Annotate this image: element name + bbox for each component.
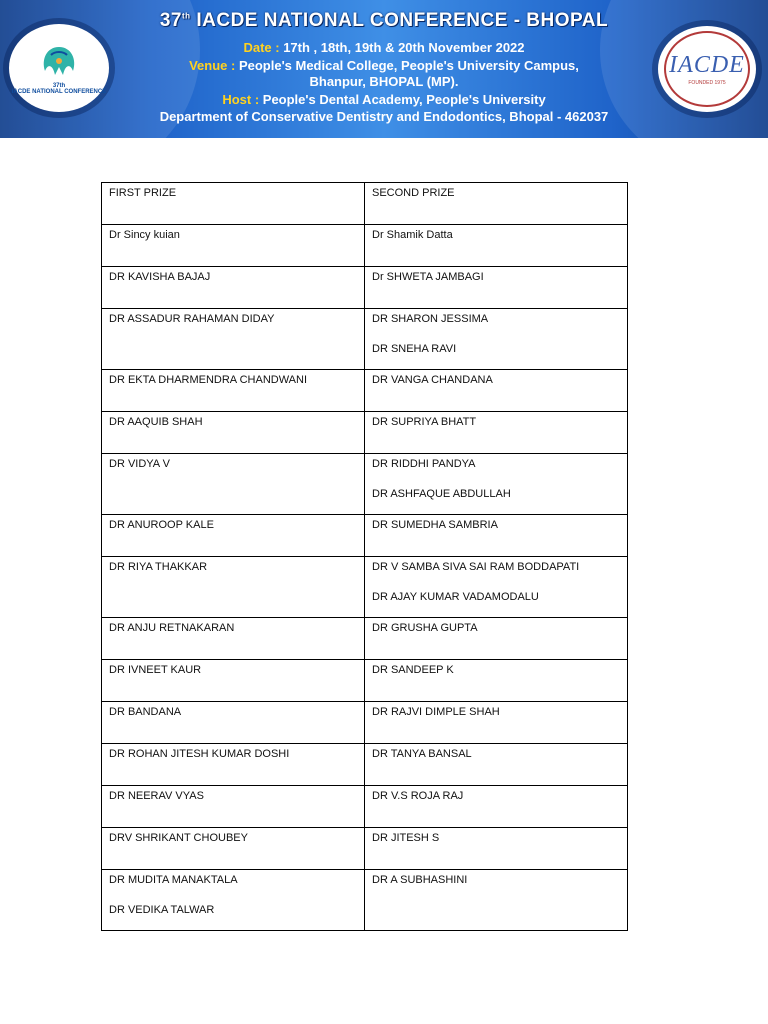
winner-name: DRV SHRIKANT CHOUBEY	[109, 832, 248, 844]
conference-banner	[0, 0, 768, 138]
iacde-logo-text: IACDE	[669, 52, 745, 78]
second-prize-cell	[365, 515, 628, 557]
second-prize-cell	[365, 309, 628, 370]
second-prize-cell	[365, 412, 628, 454]
winner-name: DR IVNEET KAUR	[109, 664, 202, 676]
table-row	[102, 412, 628, 454]
winner-name: DR ANJU RETNAKARAN	[109, 622, 235, 634]
winner-name: DR KAVISHA BAJAJ	[109, 271, 211, 283]
first-prize-cell	[102, 744, 365, 786]
table-row	[102, 454, 628, 515]
winner-name: DR ROHAN JITESH KUMAR DOSHI	[109, 748, 290, 760]
logo-caption-name: IACDE NATIONAL CONFERENCE	[11, 89, 107, 95]
winner-name: DR MUDITA MANAKTALA	[109, 874, 238, 886]
prize-winners-table	[101, 182, 628, 931]
table-row	[102, 744, 628, 786]
winner-name: DR EKTA DHARMENDRA CHANDWANI	[109, 374, 308, 386]
second-prize-cell	[365, 870, 628, 931]
winner-name: DR SNEHA RAVI	[372, 343, 457, 355]
table-row	[102, 786, 628, 828]
iacde-logo	[658, 26, 756, 112]
tooth-logo-icon	[37, 41, 81, 81]
second-prize-cell	[365, 267, 628, 309]
winner-name: DR RAJVI DIMPLE SHAH	[372, 706, 500, 718]
first-prize-cell	[102, 828, 365, 870]
second-prize-cell	[365, 618, 628, 660]
winner-name: DR SANDEEP K	[372, 664, 454, 676]
table-row	[102, 370, 628, 412]
first-prize-cell	[102, 870, 365, 931]
table-header-row	[102, 183, 628, 225]
conference-department: Department of Conservative Dentistry and Endodontics, Bhopal - 462037	[159, 109, 609, 124]
second-prize-cell	[365, 828, 628, 870]
winner-name: DR AJAY KUMAR VADAMODALU	[372, 591, 539, 603]
first-prize-cell	[102, 618, 365, 660]
winner-name: Dr SHWETA JAMBAGI	[372, 271, 484, 283]
winner-name: DR ANUROOP KALE	[109, 519, 214, 531]
winner-name: DR GRUSHA GUPTA	[372, 622, 478, 634]
second-prize-cell	[365, 660, 628, 702]
winner-name: DR V.S ROJA RAJ	[372, 790, 464, 802]
iacde-logo-subtext: FOUNDED 1975	[688, 80, 726, 86]
second-prize-cell	[365, 225, 628, 267]
first-prize-cell	[102, 454, 365, 515]
first-prize-cell	[102, 225, 365, 267]
logo-caption-edition: 37th	[52, 83, 66, 89]
first-prize-header: FIRST PRIZE	[102, 183, 365, 225]
winner-name: DR ASSADUR RAHAMAN DIDAY	[109, 313, 275, 325]
conference-logo	[9, 24, 109, 112]
first-prize-cell	[102, 557, 365, 618]
winner-name: DR VIDYA V	[109, 458, 170, 470]
first-prize-cell	[102, 309, 365, 370]
winner-name: Dr Sincy kuian	[109, 229, 180, 241]
winner-name: DR VEDIKA TALWAR	[109, 904, 215, 916]
table-row	[102, 309, 628, 370]
table-row	[102, 515, 628, 557]
table-row	[102, 870, 628, 931]
first-prize-cell	[102, 267, 365, 309]
conference-date: Date : 17th , 18th, 19th & 20th November 2022	[243, 40, 525, 55]
table-row	[102, 618, 628, 660]
winner-name: DR SHARON JESSIMA	[372, 313, 489, 325]
winner-name: DR JITESH S	[372, 832, 440, 844]
second-prize-cell	[365, 786, 628, 828]
table-row	[102, 225, 628, 267]
table-row	[102, 660, 628, 702]
second-prize-cell	[365, 702, 628, 744]
first-prize-cell	[102, 515, 365, 557]
iacde-seal	[664, 31, 750, 107]
first-prize-cell	[102, 702, 365, 744]
winner-name: DR A SUBHASHINI	[372, 874, 468, 886]
winner-name: DR NEERAV VYAS	[109, 790, 204, 802]
conference-title: 37th IACDE NATIONAL CONFERENCE - BHOPAL	[159, 10, 609, 31]
winner-name: DR SUMEDHA SAMBRIA	[372, 519, 498, 531]
first-prize-cell	[102, 660, 365, 702]
second-prize-header: SECOND PRIZE	[365, 183, 628, 225]
winner-name: DR RIYA THAKKAR	[109, 561, 208, 573]
winner-name: DR SUPRIYA BHATT	[372, 416, 477, 428]
table-row	[102, 267, 628, 309]
conference-host: Host : People's Dental Academy, People's University	[222, 92, 546, 107]
winner-name: DR BANDANA	[109, 706, 182, 718]
second-prize-cell	[365, 454, 628, 515]
second-prize-cell	[365, 370, 628, 412]
conference-venue: Venue : People's Medical College, People's University Campus,	[189, 58, 579, 73]
conference-venue-line2: Bhanpur, BHOPAL (MP).	[309, 74, 459, 89]
table-row	[102, 828, 628, 870]
first-prize-cell	[102, 786, 365, 828]
winner-name: DR V SAMBA SIVA SAI RAM BODDAPATI	[372, 561, 580, 573]
first-prize-cell	[102, 370, 365, 412]
winner-name: Dr Shamik Datta	[372, 229, 453, 241]
winner-name: DR VANGA CHANDANA	[372, 374, 493, 386]
first-prize-cell	[102, 412, 365, 454]
winner-name: DR ASHFAQUE ABDULLAH	[372, 488, 511, 500]
second-prize-cell	[365, 744, 628, 786]
table-row	[102, 557, 628, 618]
second-prize-cell	[365, 557, 628, 618]
winner-name: DR AAQUIB SHAH	[109, 416, 203, 428]
table-row	[102, 702, 628, 744]
winner-name: DR RIDDHI PANDYA	[372, 458, 476, 470]
winner-name: DR TANYA BANSAL	[372, 748, 472, 760]
